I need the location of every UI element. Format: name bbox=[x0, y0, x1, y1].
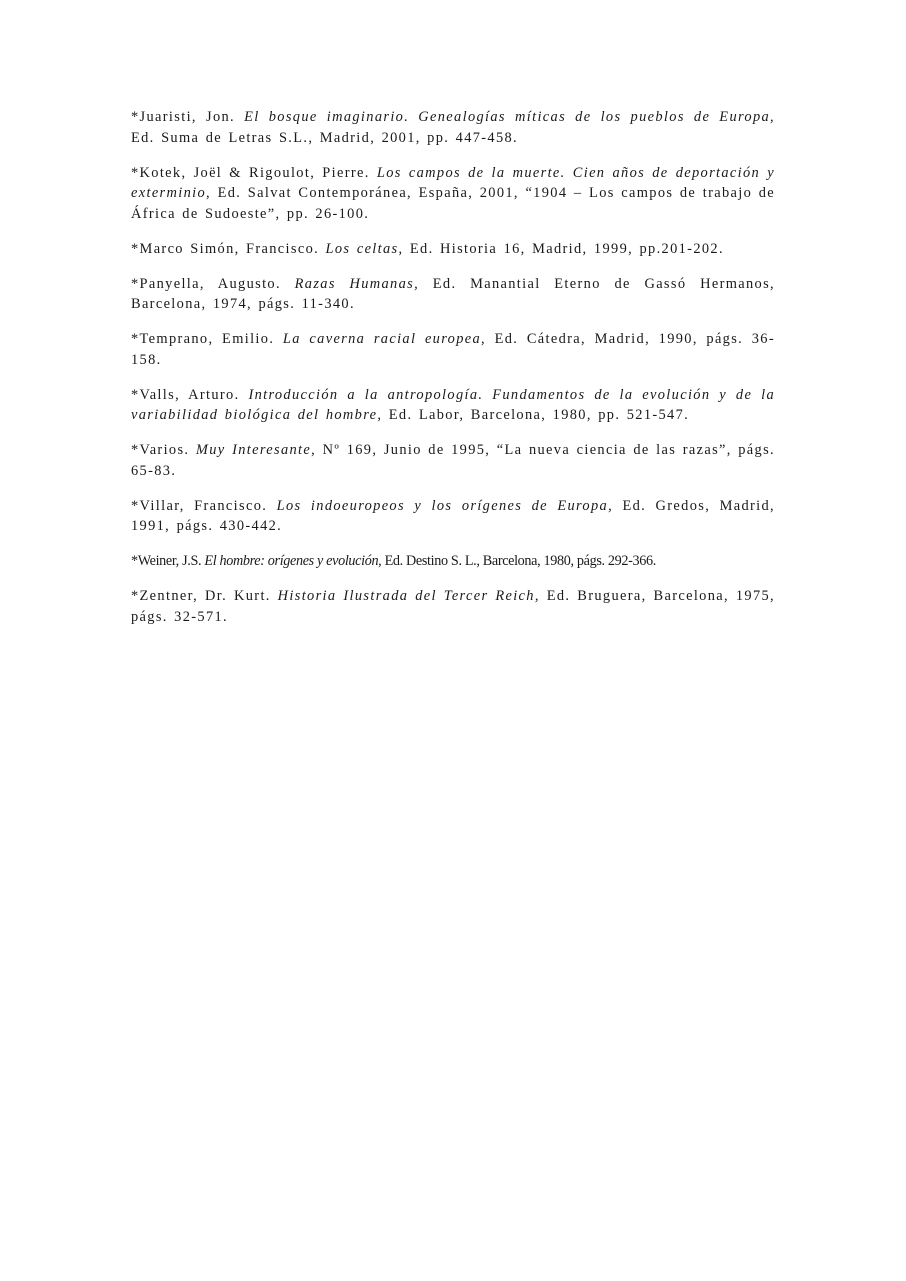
entry-title: El bosque imaginario. Genealogías míticas de los pueblos de Europa bbox=[244, 109, 771, 125]
entry-title: Los indoeuropeos y los orígenes de Europa, bbox=[276, 497, 614, 514]
entry-publication: , Nº 169, Junio de 1995, “La nueva ciencia de las razas”, págs. 65-83. bbox=[131, 442, 775, 479]
bibliography-entry-varios bbox=[131, 440, 775, 481]
entry-title: Muy Interesante bbox=[195, 442, 312, 458]
entry-title: Introducción a la antropología. Fundamentos de la evolución y de la variabilidad biológica del hombre, bbox=[131, 386, 775, 423]
entry-publication: , Ed. Salvat Contemporánea, España, 2001, “1904 – Los campos de trabajo de África de Sudoeste”, pp. 26-100. bbox=[131, 185, 775, 222]
entry-author: *Panyella, Augusto. bbox=[131, 275, 295, 292]
entry-author: *Kotek, Joël & Rigoulot, Pierre. bbox=[131, 164, 377, 181]
entry-author: *Weiner, J.S. bbox=[131, 553, 205, 569]
entry-publication: Ed. Gredos, Madrid, 1991, págs. 430-442. bbox=[131, 497, 775, 534]
entry-title: Los campos de la muerte. Cien años de deportación y exterminio bbox=[131, 164, 775, 201]
entry-author: *Juaristi, Jon. bbox=[131, 109, 245, 125]
entry-author: *Temprano, Emilio. bbox=[131, 331, 283, 347]
entry-title: Historia Ilustrada del Tercer Reich, bbox=[277, 588, 540, 604]
entry-publication: Ed. Cátedra, Madrid, 1990, págs. 36-158. bbox=[131, 331, 775, 368]
bibliography-entry-marco-simon bbox=[131, 239, 775, 260]
entry-author: *Marco Simón, Francisco. bbox=[131, 240, 326, 257]
entry-publication: Ed. Historia 16, Madrid, 1999, pp.201-202. bbox=[403, 240, 724, 257]
bibliography-entry-villar bbox=[131, 496, 775, 537]
entry-publication: Ed. Labor, Barcelona, 1980, pp. 521-547. bbox=[382, 407, 690, 423]
entry-author: *Valls, Arturo. bbox=[131, 386, 249, 403]
entry-author: *Zentner, Dr. Kurt. bbox=[131, 588, 278, 604]
entry-title: Los celtas, bbox=[325, 240, 404, 257]
bibliography-entry-kotek bbox=[131, 163, 775, 225]
entry-title: El hombre: orígenes y evolución, bbox=[204, 553, 382, 569]
entry-author: *Varios. bbox=[131, 442, 196, 458]
bibliography-entry-valls bbox=[131, 385, 775, 426]
bibliography-entry-juaristi bbox=[131, 107, 775, 148]
entry-publication: , Ed. Suma de Letras S.L., Madrid, 2001, pp. 447-458. bbox=[131, 109, 775, 146]
entry-title: Razas Humanas, bbox=[294, 275, 420, 292]
bibliography-page bbox=[131, 107, 775, 642]
entry-author: *Villar, Francisco. bbox=[131, 497, 277, 514]
bibliography-entry-zentner bbox=[131, 586, 775, 627]
bibliography-entry-temprano bbox=[131, 329, 775, 370]
entry-publication: Ed. Manantial Eterno de Gassó Hermanos, Barcelona, 1974, págs. 11-340. bbox=[131, 275, 775, 312]
bibliography-entry-panyella bbox=[131, 274, 775, 315]
entry-publication: Ed. Bruguera, Barcelona, 1975, págs. 32-571. bbox=[131, 588, 775, 625]
entry-title: La caverna racial europea, bbox=[282, 331, 486, 347]
entry-publication: Ed. Destino S. L., Barcelona, 1980, págs. 292-366. bbox=[381, 553, 656, 569]
bibliography-entry-weiner bbox=[131, 551, 775, 572]
